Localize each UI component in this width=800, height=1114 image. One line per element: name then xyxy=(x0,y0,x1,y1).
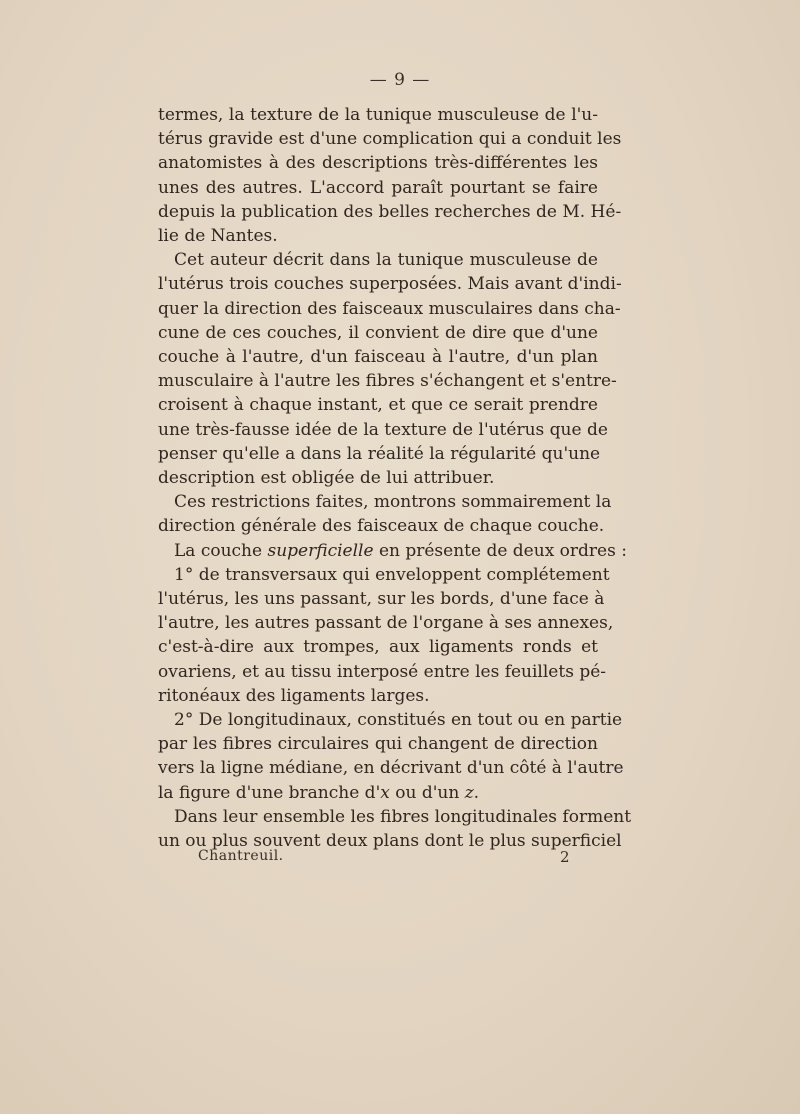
sheet-signature: 2 xyxy=(560,848,570,866)
text-line xyxy=(158,781,598,805)
text-segment: La couche xyxy=(174,540,263,561)
italic-term: superficielle xyxy=(267,540,374,561)
text-line: musculaire à l'autre les fibres s'échangent et s'entre- xyxy=(158,371,617,392)
text-line: croisent à chaque instant, et que ce serait prendre xyxy=(158,395,598,416)
text-line: description est obligée de lui attribuer. xyxy=(158,468,495,489)
text-line: Dans leur ensemble les fibres longitudinales forment xyxy=(174,806,632,827)
text-line: l'utérus, les uns passant, sur les bords, d'une face à xyxy=(158,589,605,610)
text-line: 2° De longitudinaux, constitués en tout ou en partie xyxy=(174,710,623,731)
text-line: ovariens, et au tissu interposé entre les feuillets pé- xyxy=(158,661,607,682)
body-text xyxy=(158,103,632,853)
text-line: une très-fausse idée de la texture de l'utérus que de xyxy=(158,419,608,440)
author-signature-mark: Chantreuil. xyxy=(198,848,284,864)
text-line: depuis la publication des belles recherches de M. Hé- xyxy=(158,201,622,222)
text-line: l'utérus trois couches superposées. Mais avant d'indi- xyxy=(158,274,622,295)
text-line: l'autre, les autres passant de l'organe à ses annexes, xyxy=(158,613,614,634)
text-line: penser qu'elle a dans la réalité la régularité qu'une xyxy=(158,443,601,464)
text-segment: en présente de deux ordres : xyxy=(378,540,627,561)
text-segment: . xyxy=(473,782,480,803)
italic-letter: z xyxy=(464,782,474,803)
text-line: quer la direction des faisceaux musculaires dans cha- xyxy=(158,298,621,319)
text-line: couche à l'autre, d'un faisceau à l'autre, d'un plan xyxy=(158,347,598,368)
text-line: par les fibres circulaires qui changent de direction xyxy=(158,734,598,755)
text-line: lie de Nantes. xyxy=(158,226,278,247)
text-line: vers la ligne médiane, en décrivant d'un côté à l'autre xyxy=(158,758,624,779)
text-line: Cet auteur décrit dans la tunique musculeuse de xyxy=(174,250,598,271)
text-line: un ou plus souvent deux plans dont le plus superficiel xyxy=(158,831,622,852)
text-segment: ou d'un xyxy=(389,782,465,803)
italic-letter: x xyxy=(380,782,390,803)
text-line: anatomistes à des descriptions très-différentes les xyxy=(158,153,598,174)
text-line: direction générale des faisceaux de chaque couche. xyxy=(158,516,605,537)
text-line: termes, la texture de la tunique musculeuse de l'u- xyxy=(158,105,598,125)
text-line: ritonéaux des ligaments larges. xyxy=(158,685,430,706)
text-line xyxy=(158,539,627,563)
text-line: cune de ces couches, il convient de dire que d'une xyxy=(158,322,598,343)
page-footer xyxy=(0,848,800,872)
text-segment: la figure d'une branche d' xyxy=(158,782,381,803)
page-number: — 9 — xyxy=(369,70,431,90)
text-line: térus gravide est d'une complication qui a conduit les xyxy=(158,129,622,150)
text-line: 1° de transversaux qui enveloppent complétement xyxy=(174,564,610,585)
text-line: unes des autres. L'accord paraît pourtant se faire xyxy=(158,177,598,198)
text-line: Ces restrictions faites, montrons sommairement la xyxy=(174,492,612,513)
text-line: c'est-à-dire aux trompes, aux ligaments ronds et xyxy=(158,637,598,658)
